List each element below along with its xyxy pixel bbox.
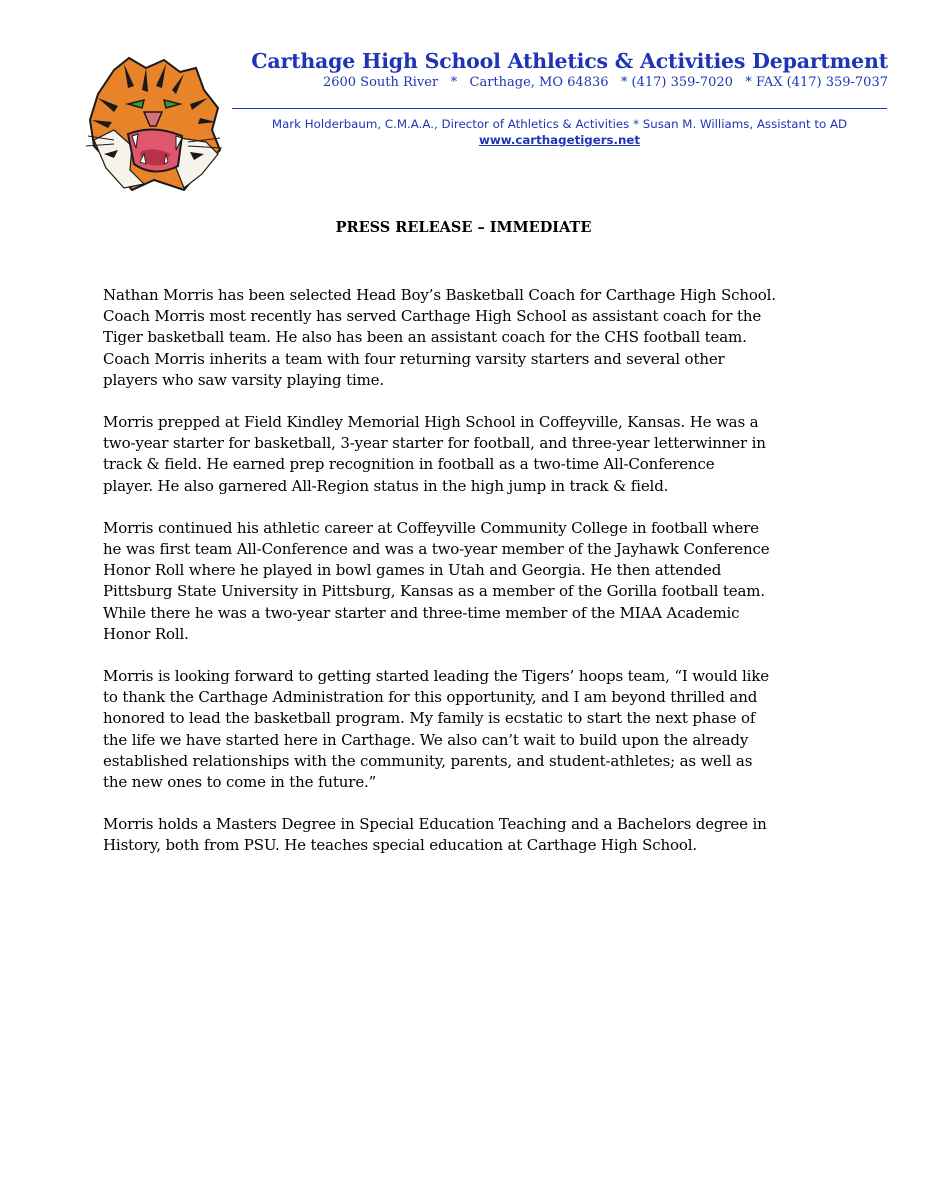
press-release-body <box>103 285 863 878</box>
text-line: While there he was a two-year starter and three-time member of the MIAA Academic <box>103 603 740 622</box>
press-release-title: PRESS RELEASE – IMMEDIATE <box>335 219 592 236</box>
website-link[interactable]: www.carthagetigers.net <box>478 133 641 147</box>
text-line: Tiger basketball team. He also has been an assistant coach for the CHS football team. <box>103 328 747 347</box>
text-line: Pittsburg State University in Pittsburg, Kansas as a member of the Gorilla football team. <box>103 582 765 601</box>
text-line: Morris is looking forward to getting started leading the Tigers’ hoops team, “I would like <box>103 667 769 686</box>
text-line: Coach Morris inherits a team with four returning varsity starters and several other <box>103 349 725 368</box>
paragraph <box>103 285 863 391</box>
department-title: Carthage High School Athletics & Activities Department <box>251 49 888 73</box>
text-line: Honor Roll. <box>103 624 189 643</box>
text-line: History, both from PSU. He teaches special education at Carthage High School. <box>103 836 697 855</box>
staff-block <box>232 116 887 148</box>
text-line: player. He also garnered All-Region status in the high jump in track & field. <box>103 476 669 495</box>
paragraph <box>103 814 863 856</box>
paragraph <box>103 666 863 793</box>
text-line: to thank the Carthage Administration for this opportunity, and I am beyond thrilled and <box>103 688 758 707</box>
text-line: track & field. He earned prep recognition in football as a two-time All-Conference <box>103 455 715 474</box>
text-line: Honor Roll where he played in bowl games in Utah and Georgia. He then attended <box>103 561 722 580</box>
address-line: 2600 South River * Carthage, MO 64836 * (417) 359-7020 * FAX (417) 359-7037 <box>322 75 888 90</box>
text-line: the life we have started here in Carthage. We also can’t wait to build upon the already <box>103 730 749 749</box>
text-line: honored to lead the basketball program. My family is ecstatic to start the next phase of <box>103 709 756 728</box>
staff-line: Mark Holderbaum, C.M.A.A., Director of Athletics & Activities * Susan M. Williams, Assistant to AD <box>271 117 848 131</box>
text-line: the new ones to come in the future.” <box>103 773 377 792</box>
text-line: players who saw varsity playing time. <box>103 370 385 389</box>
text-line: Morris continued his athletic career at Coffeyville Community College in football where <box>103 518 759 537</box>
text-line: Morris holds a Masters Degree in Special Education Teaching and a Bachelors degree in <box>103 815 767 834</box>
tiger-mascot-icon <box>84 50 224 196</box>
header-divider <box>232 108 887 109</box>
letterhead <box>232 48 888 92</box>
paragraph <box>103 518 863 645</box>
text-line: established relationships with the community, parents, and student-athletes; as well as <box>103 751 753 770</box>
text-line: two-year starter for basketball, 3-year starter for football, and three-year letterwinner in <box>103 434 766 453</box>
text-line: he was first team All-Conference and was a two-year member of the Jayhawk Conference <box>103 540 770 559</box>
text-line: Coach Morris most recently has served Carthage High School as assistant coach for the <box>103 307 762 326</box>
paragraph <box>103 412 863 497</box>
text-line: Morris prepped at Field Kindley Memorial High School in Coffeyville, Kansas. He was a <box>103 413 759 432</box>
text-line: Nathan Morris has been selected Head Boy’s Basketball Coach for Carthage High School. <box>103 286 776 304</box>
